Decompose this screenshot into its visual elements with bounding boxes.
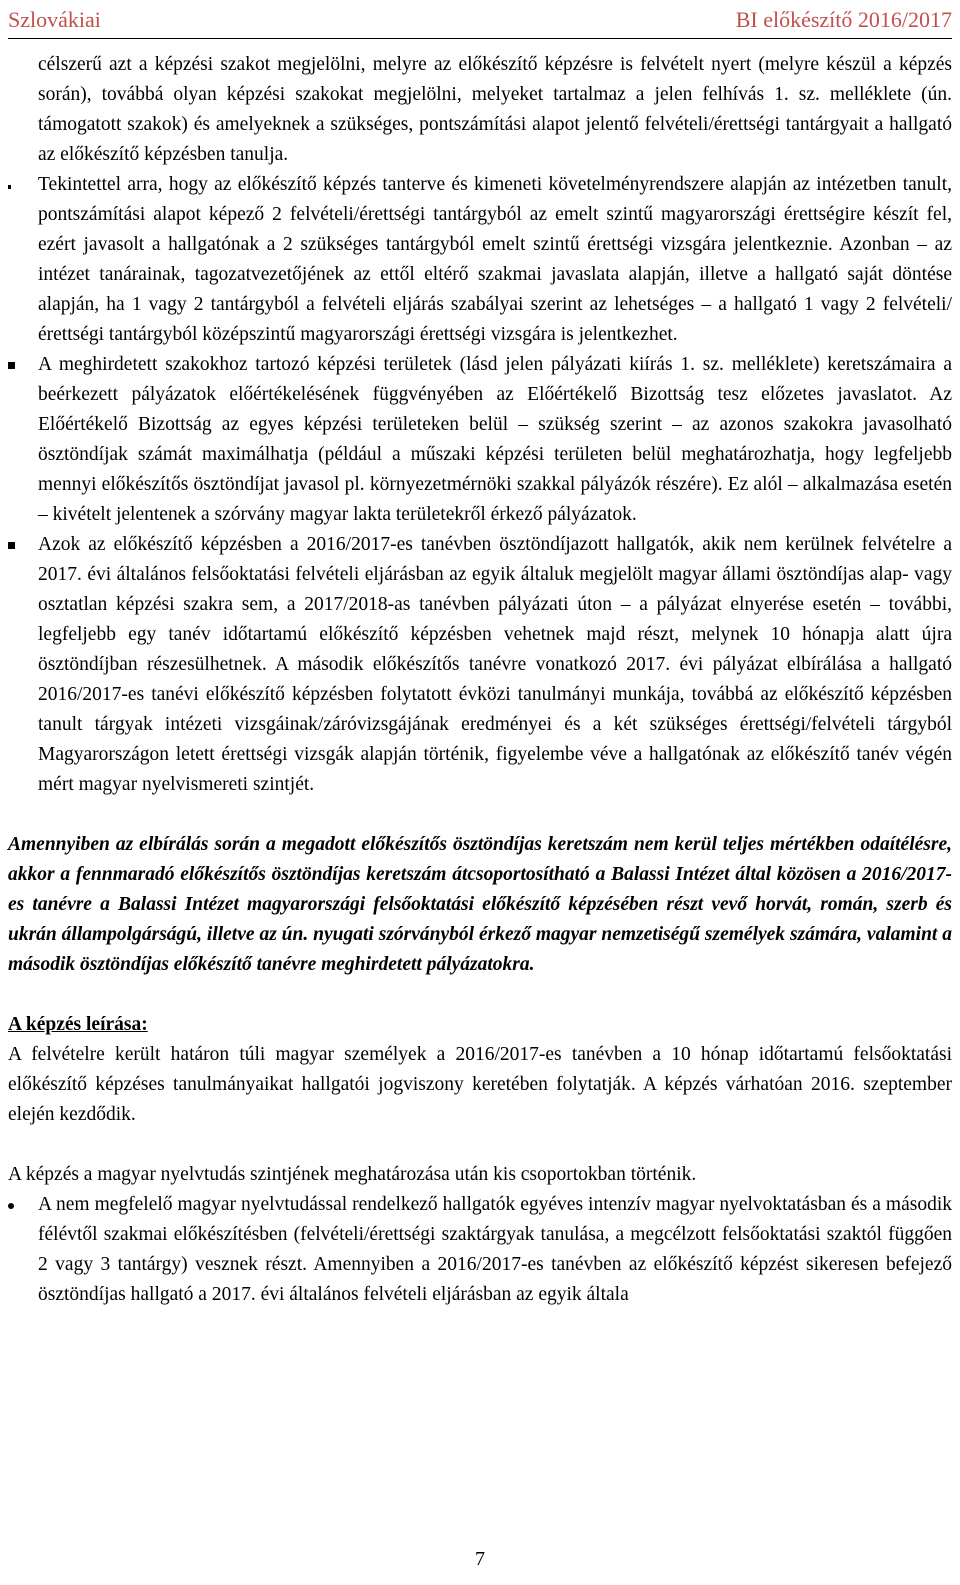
bullet-marker — [8, 530, 38, 560]
bullet-item — [8, 350, 952, 530]
dot-bullet-text: A nem megfelelő magyar nyelvtudással rendelkező hallgatók egyéves intenzív magyar nyelvoktatásban és a második félévtől szakmai előkészítésben (felvételi/érettségi szaktárgyak tanulása, a megcélzott felsőoktatási szaktól függően 2 vagy 3 tantárgy) vesznek részt. Amennyiben a 2016/2017-es tanévben az előkészítő képzést sikeresen befejező ösztöndíjas hallgató a 2017. évi általános felvételi eljárásban az egyik általa — [38, 1194, 952, 1305]
bullet-marker — [8, 170, 38, 200]
section-title: A képzés leírása: — [8, 1014, 148, 1035]
page-number: 7 — [475, 1548, 485, 1570]
page-content — [8, 50, 952, 1310]
bullet-text: A meghirdetett szakokhoz tartozó képzési területek (lásd jelen pályázati kiírás 1. sz. melléklete) keretszámaira a beérkezett pályázatok előértékelésének függvényében az Előértékelő Bizottság tesz előzetes javaslatot. Az Előértékelő Bizottság az egyes képzési területeken belül – szükség szerint – az azonos szakokra javasolható ösztöndíjak számát maximálhatja (például a műszaki képzési területen belül meghatározhatja, hogy legfeljebb mennyi előkészítős ösztöndíjat javasol pl. környezetmérnöki szakkal pályázók részére). Ez alól – alkalmazása esetén – kivételt jelentenek a szórvány magyar lakta területekről érkező pályázatok. — [38, 354, 952, 525]
section-paragraph: A képzés a magyar nyelvtudás szintjének meghatározása után kis csoportokban történik. — [8, 1164, 697, 1185]
intro-continuation: célszerű azt a képzési szakot megjelölni, melyre az előkészítő képzésre is felvételt nyert (melyre készül a képzés során), továbbá olyan képzési szakokat megjelölni, melyeket tartalmaz a jelen felhívás 1. sz. melléklete (ún. támogatott szakok) és amelyeknek a szükséges, pontszámítási alapot jelentő felvételi/érettségi tantárgyait a hallgató az előkészítő képzésben tanulja. — [38, 54, 952, 165]
header-left: Szlovákiai — [8, 7, 101, 32]
dot-bullet-item — [8, 1190, 952, 1310]
bullet-marker — [8, 350, 38, 380]
bullet-item — [8, 530, 952, 800]
bullet-item — [8, 170, 952, 350]
bullet-text: Tekintettel arra, hogy az előkészítő képzés tanterve és kimeneti követelményrendszere alapján az intézetben tanult, pontszámítási alapot képező 2 felvételi/érettségi tantárgyból az emelt szintű magyarországi érettségire készít fel, ezért javasolt a hallgatónak a 2 szükséges tantárgyból emelt szintű érettségi vizsgára jelentkeznie. Azonban – az intézet tanárainak, tagozatvezetőjének az ettől eltérő szakmai javaslata alapján, illetve a hallgató saját döntése alapján, ha 1 vagy 2 tantárgyból a felvételi eljárás szabályai szerint az lehetséges – a hallgató 1 vagy 2 felvételi/érettségi tantárgyból középszintű magyarországi érettségi vizsgára is jelentkezhet. — [38, 174, 952, 345]
section-heading — [8, 1010, 952, 1040]
page-header — [8, 2, 952, 39]
keretszam-paragraph: Amennyiben az elbírálás során a megadott előkészítős ösztöndíjas keretszám nem kerül teljes mértékben odaítélésre, akkor a fennmaradó előkészítős ösztöndíjas keretszám átcsoportosítható a Balassi Intézet által közösen a 2016/2017-es tanévre a Balassi Intézet magyarországi felsőoktatási előkészítő képzésében részt vevő horvát, román, szerb és ukrán állampolgárságú, illetve az ún. nyugati szórványból érkező magyar nemzetiségű személyek számára, valamint a második ösztöndíjas előkészítő tanévre meghirdetett pályázatokra. — [8, 834, 952, 975]
section-paragraph: A felvételre került határon túli magyar személyek a 2016/2017-es tanévben a 10 hónap időtartamú felsőoktatási előkészítő képzéses tanulmányaikat hallgatói jogviszony keretében folytatják. A képzés várhatóan 2016. szeptember elején kezdődik. — [8, 1044, 952, 1125]
bullet-text: Azok az előkészítő képzésben a 2016/2017-es tanévben ösztöndíjazott hallgatók, akik nem kerülnek felvételre a 2017. évi általános felsőoktatási felvételi eljárásban az egyik általuk megjelölt magyar állami ösztöndíjas alap- vagy osztatlan képzési szakra sem, a 2017/2018-as tanévben pályázati úton – a pályázat elnyerése esetén – további, legfeljebb egy tanév időtartamú előkészítő képzésben vehetnek majd részt, melynek 10 hónapja alatt újra ösztöndíjban részesülhetnek. A második előkészítős tanévre vonatkozó 2017. évi pályázat elbírálása a hallgató 2016/2017-es tanévi előkészítő képzésben folytatott évközi tanulmányi munkája, továbbá az előkészítő képzésben tanult tárgyak intézeti vizsgáinak/záróvizsgájának eredményei és a két szükséges érettségi/felvételi tárgyból Magyarországon letett érettségi vizsgák alapján történik, figyelembe véve a hallgatónak az előkészítő tanév végén mért magyar nyelvismereti szintjét. — [38, 534, 952, 795]
header-right: BI előkészítő 2016/2017 — [735, 7, 952, 32]
dot-bullet-marker — [8, 1190, 38, 1220]
